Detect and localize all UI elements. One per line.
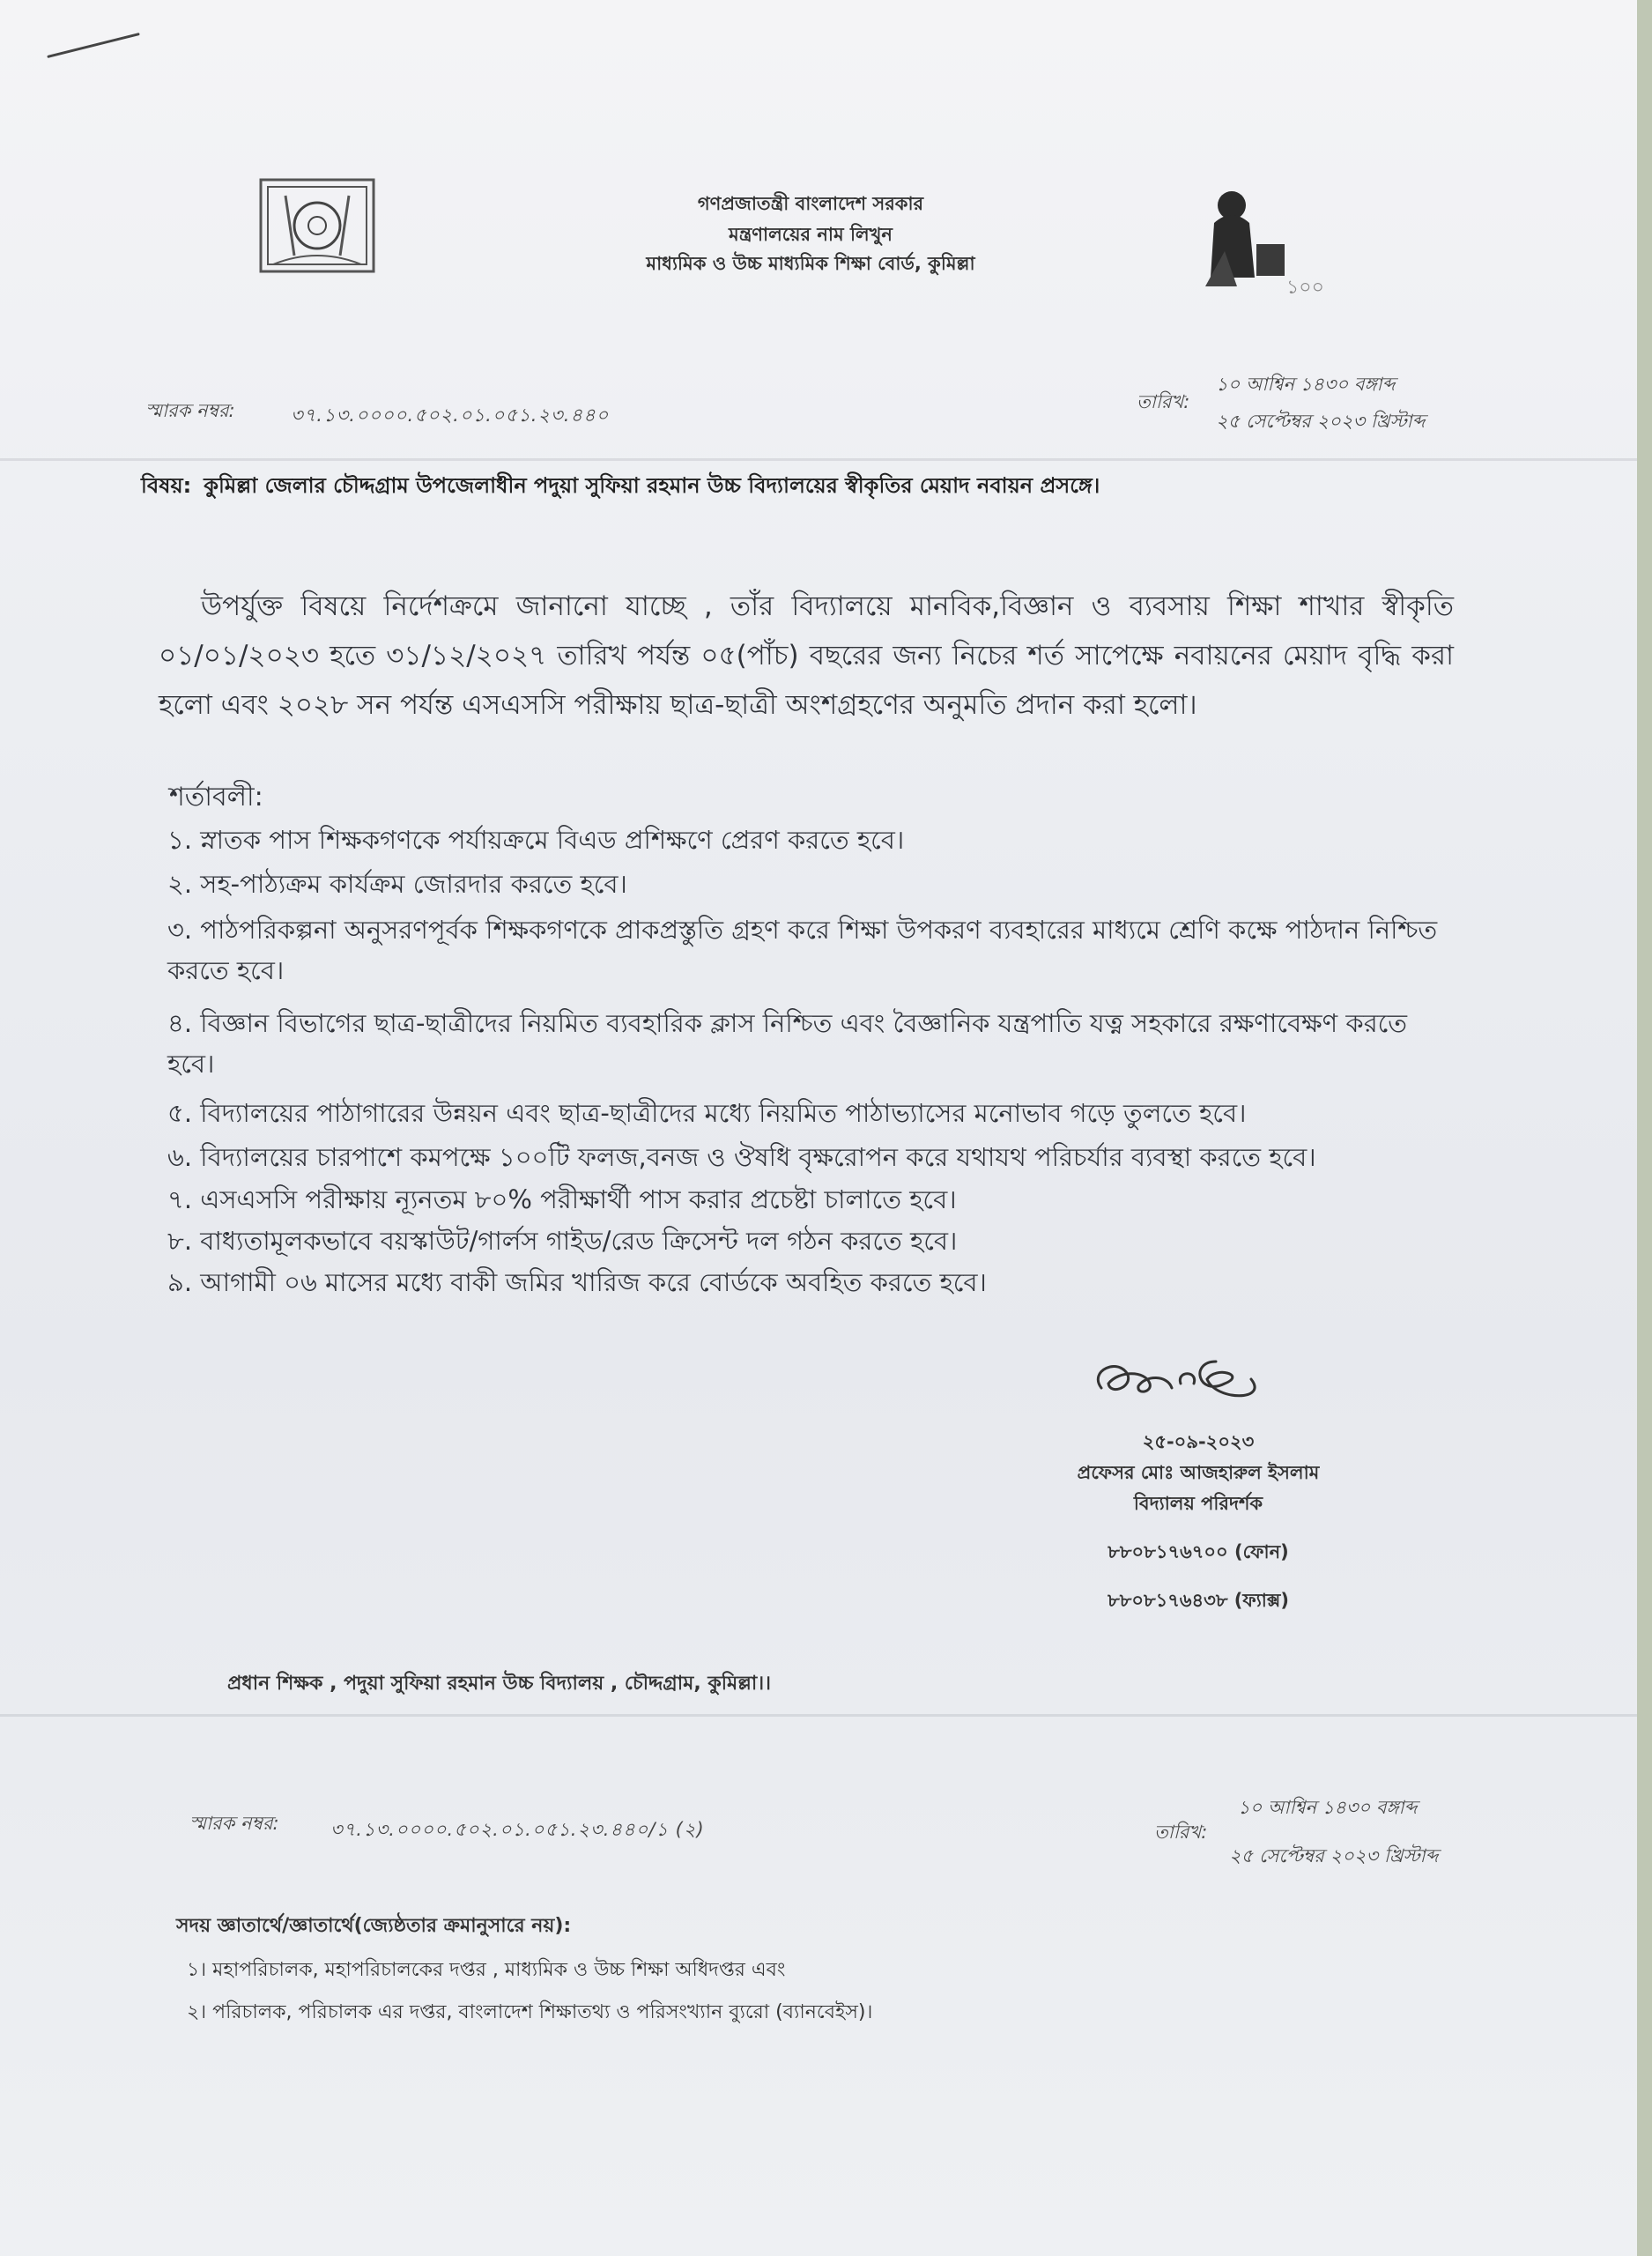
recipient: প্রধান শিক্ষক , পদুয়া সুফিয়া রহমান উচ্চ বিদ্যালয় , চৌদ্দগ্রাম, কুমিল্লা।। xyxy=(227,1673,772,1695)
memo2-number: ৩৭.১৩.০০০০.৫০২.০১.০৫১.২৩.৪৪০/১ (২) xyxy=(330,1819,705,1840)
date-english: ২৫ সেপ্টেম্বর ২০২৩ খ্রিস্টাব্দ xyxy=(1216,411,1426,432)
distribution-title: সদয় জ্ঞাতার্থে/জ্ঞাতার্থে(জ্যেষ্ঠতার ক্রমানুসারে নয়): xyxy=(176,1915,572,1937)
date2-label: তারিখ: xyxy=(1154,1822,1208,1843)
government-emblem xyxy=(256,176,379,275)
distribution-item: ১। মহাপরিচালক, মহাপরিচালকের দপ্তর , মাধ্যমিক ও উচ্চ শিক্ষা অধিদপ্তর এবং xyxy=(187,1959,786,1981)
signatory-designation: বিদ্যালয় পরিদর্শক xyxy=(1133,1493,1263,1514)
condition-item: ৭. এসএসসি পরীক্ষায় ন্যূনতম ৮০% পরীক্ষার্থী পাস করার প্রচেষ্টা চালাতে হবে। xyxy=(167,1184,957,1214)
memo-number: ৩৭.১৩.০০০০.৫০২.০১.০৫১.২৩.৪৪০ xyxy=(291,404,610,426)
gov-header-line3: মাধ্যমিক ও উচ্চ মাধ্যমিক শিক্ষা বোর্ড, কুমিল্লা xyxy=(646,253,975,274)
memo2-label: স্মারক নম্বর: xyxy=(189,1813,279,1834)
condition-item: ৯. আগামী ০৬ মাসের মধ্যে বাকী জমির খারিজ করে বোর্ডকে অবহিত করতে হবে। xyxy=(167,1267,987,1297)
pen-mark xyxy=(47,33,140,58)
date2-bangla: ১০ আশ্বিন ১৪৩০ বঙ্গাব্দ xyxy=(1238,1797,1418,1818)
condition-item: ২. সহ-পাঠ্যক্রম কার্যক্রম জোরদার করতে হবে। xyxy=(167,869,627,899)
date-label: তারিখ: xyxy=(1137,391,1190,412)
memo-label: স্মারক নম্বর: xyxy=(145,400,235,421)
condition-item: ৮. বাধ্যতামূলকভাবে বয়স্কাউট/গার্লস গাইড/রেড ক্রিসেন্ট দল গঠন করতে হবে। xyxy=(167,1226,958,1256)
distribution-item: ২। পরিচালক, পরিচালক এর দপ্তর, বাংলাদেশ শিক্ষাতথ্য ও পরিসংখ্যান ব্যুরো (ব্যানবেইস)। xyxy=(187,2001,873,2023)
paper-fold xyxy=(0,1714,1637,1717)
svg-text:১০০: ১০০ xyxy=(1286,277,1324,299)
subject-label: বিষয়: xyxy=(141,473,192,498)
body-paragraph: উপর্যুক্ত বিষয়ে নির্দেশক্রমে জানানো যাচ্ছে , তাঁর বিদ্যালয়ে মানবিক,বিজ্ঞান ও ব্যবসায় শিক্ষা শাখার স্বীকৃতি ০১/০১/২০২৩ হতে ৩১/১২/২০২৭ তারিখ পর্যন্ত ০৫(পাঁচ) বছরের জন্য নিচের শর্ত সাপেক্ষে নবায়নের মেয়াদ বৃদ্ধি করা হলো এবং ২০২৮ সন পর্যন্ত এসএসসি পরীক্ষায় ছাত্র-ছাত্রী অংশগ্রহণের অনুমতি প্রদান করা হলো। xyxy=(159,590,1454,721)
subject-line xyxy=(141,470,1100,505)
gov-header-line1: গণপ্রজাতন্ত্রী বাংলাদেশ সরকার xyxy=(697,193,924,214)
conditions-title: শর্তাবলী: xyxy=(169,782,263,813)
gov-header-line2: মন্ত্রণালয়ের নাম লিখুন xyxy=(729,224,893,245)
condition-item: ৪. বিজ্ঞান বিভাগের ছাত্র-ছাত্রীদের নিয়মিত ব্যবহারিক ক্লাস নিশ্চিত এবং বৈজ্ঞানিক যন্ত্রপাতি যত্ন সহকারে রক্ষণাবেক্ষণ করতে হবে। xyxy=(167,1008,1408,1079)
signatory-fax: ৮৮০৮১৭৬৪৩৮ (ফ্যাক্স) xyxy=(1108,1590,1289,1611)
condition-item: ৬. বিদ্যালয়ের চারপাশে কমপক্ষে ১০০টি ফলজ,বনজ ও ঔষধি বৃক্ষরোপন করে যথাযথ পরিচর্যার ব্যবস্থা করতে হবে। xyxy=(167,1142,1316,1172)
date-bangla: ১০ আশ্বিন ১৪৩০ বঙ্গাব্দ xyxy=(1216,374,1396,395)
signature xyxy=(1084,1344,1313,1414)
condition-item: ৫. বিদ্যালয়ের পাঠাগারের উন্নয়ন এবং ছাত্র-ছাত্রীদের মধ্যে নিয়মিত পাঠাভ্যাসের মনোভাব গড়ে তুলতে হবে। xyxy=(167,1098,1247,1128)
condition-item: ১. স্নাতক পাস শিক্ষকগণকে পর্যায়ক্রমে বিএড প্রশিক্ষণে প্রেরণ করতে হবে। xyxy=(167,825,905,855)
date2-english: ২৫ সেপ্টেম্বর ২০২৩ খ্রিস্টাব্দ xyxy=(1229,1845,1439,1866)
subject-text: কুমিল্লা জেলার চৌদ্দগ্রাম উপজেলাধীন পদুয়া সুফিয়া রহমান উচ্চ বিদ্যালয়ের স্বীকৃতির মেয়াদ নবায়ন প্রসঙ্গে। xyxy=(204,473,1100,498)
signatory-phone: ৮৮০৮১৭৬৭০০ (ফোন) xyxy=(1108,1541,1289,1562)
paper-fold xyxy=(0,458,1637,461)
mujib-borsho-logo xyxy=(1198,181,1357,304)
signatory-name: প্রফেসর মোঃ আজহারুল ইসলাম xyxy=(1077,1462,1320,1483)
signature-date: ২৫-০৯-২০২৩ xyxy=(1142,1431,1255,1452)
condition-item: ৩. পাঠপরিকল্পনা অনুসরণপূর্বক শিক্ষকগণকে প্রাকপ্রস্তুতি গ্রহণ করে শিক্ষা উপকরণ ব্যবহারের মাধ্যমে শ্রেণি কক্ষে পাঠদান নিশ্চিত করতে হবে। xyxy=(167,915,1438,985)
